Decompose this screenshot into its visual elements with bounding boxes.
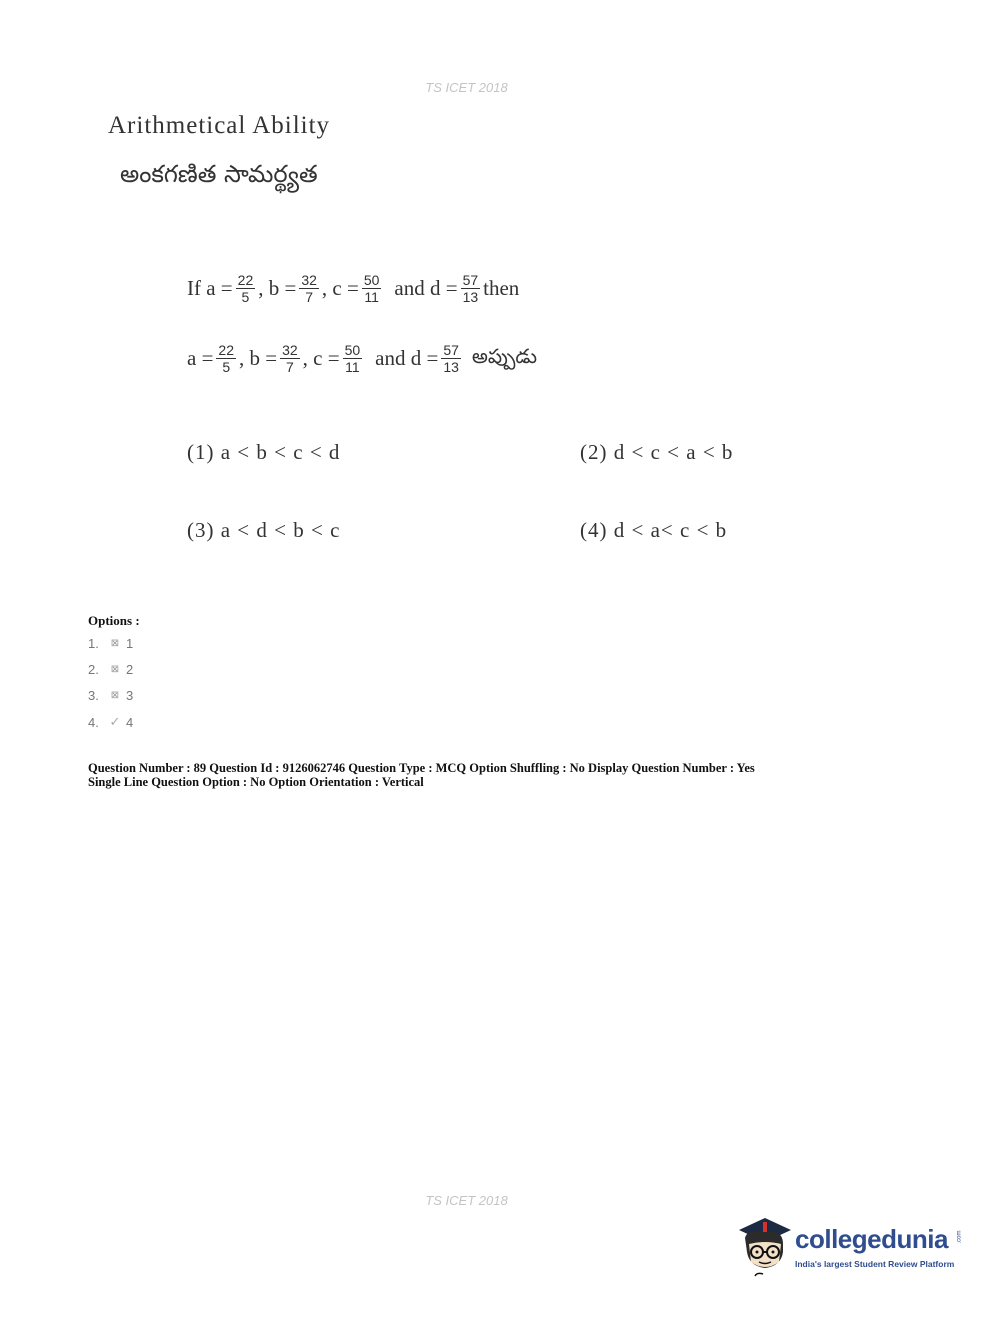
option-row-4 [88, 714, 133, 730]
logo-tagline: India's largest Student Review Platform [795, 1259, 955, 1269]
option-number: 4. [88, 714, 99, 730]
options-label: Options : [88, 613, 140, 628]
question-line-english [187, 272, 519, 305]
option-number: 3. [88, 688, 99, 703]
fraction-b: $\frac{32}{7}$ [301, 272, 317, 305]
label-d: and d = [375, 346, 439, 370]
question-prefix: If a = [187, 276, 233, 300]
logo-com: .com [956, 1230, 963, 1244]
fraction-b: $\frac{32}{7}$ [282, 342, 298, 375]
question-suffix-telugu: అప్పుడు [471, 344, 538, 368]
fraction-a: $\frac{22}{5}$ [237, 272, 254, 305]
option-value: 3 [126, 688, 134, 703]
question-meta-line-1: Question Number : 89 Question Id : 9126062746 Question Type : MCQ Option Shuffling : No Display Question Number : Yes [88, 761, 755, 775]
option-row-2 [88, 662, 133, 677]
label-d: and d = [394, 276, 458, 300]
option-row-3 [88, 688, 133, 703]
footer-watermark: TS ICET 2018 [425, 1193, 508, 1208]
label-b: , b = [258, 276, 297, 300]
collegedunia-logo [735, 1212, 965, 1280]
question-meta-line-2: Single Line Question Option : No Option Orientation : Vertical [88, 775, 424, 789]
fraction-a: $\frac{22}{5}$ [218, 342, 234, 375]
choice-4: (4) d < a< c < b [580, 518, 728, 542]
cross-icon: ⊠ [110, 690, 120, 701]
mascot-icon [735, 1212, 795, 1280]
label-b: , b = [239, 346, 278, 370]
cross-icon: ⊠ [110, 638, 120, 649]
choice-3: (3) a < d < b < c [187, 518, 341, 542]
header-watermark: TS ICET 2018 [425, 80, 508, 95]
label-c: , c = [302, 346, 340, 370]
option-value: 2 [126, 662, 134, 677]
section-title-telugu: అంకగణిత సామర్థ్యత [120, 160, 318, 188]
option-value: 4 [126, 714, 134, 730]
fraction-d: $\frac{57}{13}$ [462, 272, 479, 305]
choice-1: (1) a < b < c < d [187, 440, 341, 464]
question-prefix: a = [187, 346, 214, 370]
cross-icon: ⊠ [110, 664, 120, 675]
fraction-c: $\frac{50}{11}$ [363, 272, 380, 305]
choice-2: (2) d < c < a < b [580, 440, 734, 464]
option-number: 1. [88, 636, 99, 651]
option-number: 2. [88, 662, 99, 677]
fraction-d: $\frac{57}{13}$ [443, 342, 459, 375]
option-row-1 [88, 636, 133, 651]
fraction-c: $\frac{50}{11}$ [344, 342, 361, 375]
label-c: , c = [321, 276, 359, 300]
question-suffix: then [483, 276, 520, 300]
question-line-telugu [187, 342, 537, 375]
option-value: 1 [126, 636, 134, 651]
logo-name: collegedunia [795, 1224, 948, 1254]
section-title: Arithmetical Ability [108, 112, 331, 139]
check-icon: ✓ [109, 714, 121, 729]
